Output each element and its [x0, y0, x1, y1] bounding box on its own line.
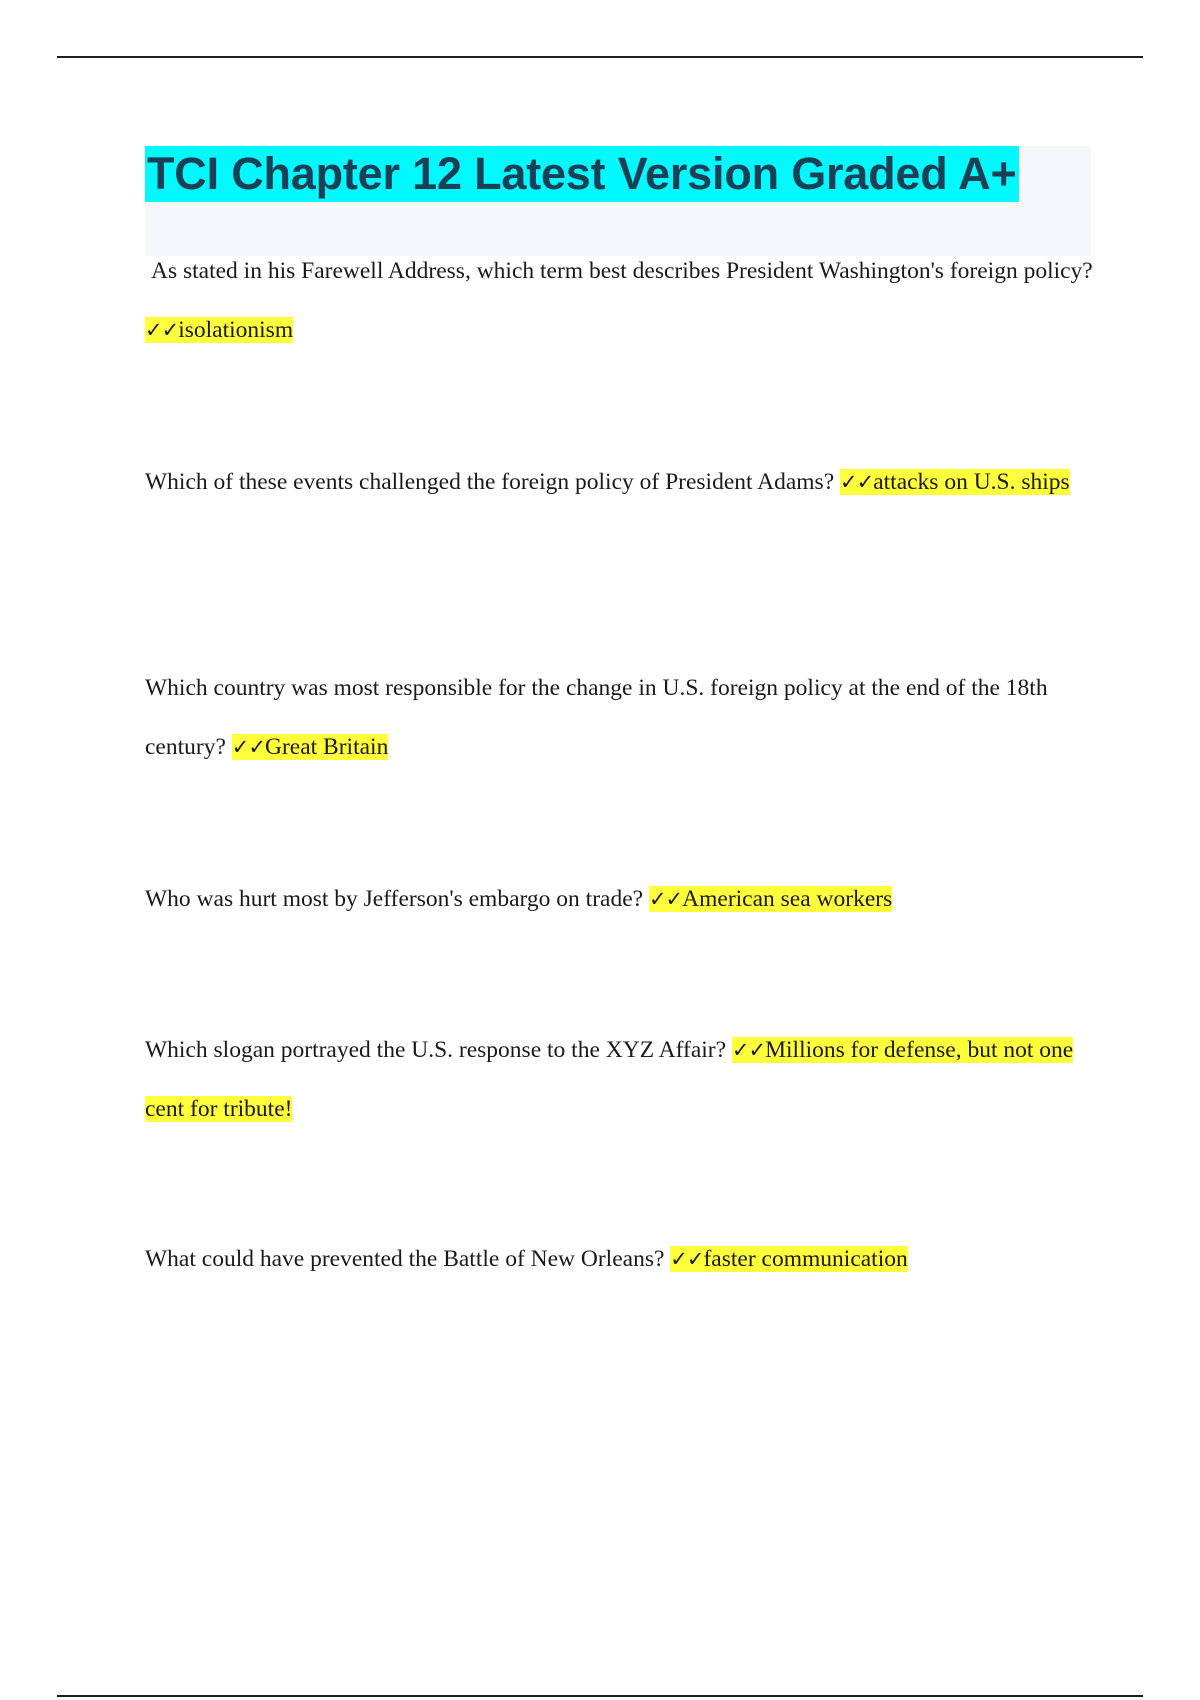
question-text: Which country was most responsible for the change in U.S. foreign policy at the end of the 18th century?	[145, 675, 1048, 760]
answer-text: American sea workers	[682, 886, 893, 912]
page-bottom-rule	[57, 1695, 1143, 1697]
qa-item-2	[145, 453, 1095, 512]
document-title: TCI Chapter 12 Latest Version Graded A+	[145, 146, 1019, 202]
answer-highlight	[670, 1246, 907, 1272]
double-check-icon: ✓✓	[731, 1038, 766, 1062]
page-top-rule	[57, 56, 1143, 58]
qa-item-3	[145, 659, 1095, 777]
answer-highlight	[840, 469, 1070, 495]
qa-item-4	[145, 870, 1095, 929]
question-text: As stated in his Farewell Address, which term best describes President Washington's foreign policy?	[151, 258, 1093, 284]
question-text: Who was hurt most by Jefferson's embargo on trade?	[145, 886, 644, 912]
answer-text: faster communication	[703, 1246, 908, 1272]
answer-text: Great Britain	[264, 734, 389, 760]
answer-highlight	[145, 317, 293, 343]
answer-text: isolationism	[178, 317, 294, 343]
qa-item-6	[145, 1230, 1095, 1289]
qa-item-1	[145, 242, 1095, 360]
double-check-icon: ✓✓	[840, 470, 874, 494]
answer-text: Millions for defense, but not one cent for tribute!	[145, 1037, 1074, 1122]
question-text: Which of these events challenged the foreign policy of President Adams?	[145, 469, 835, 495]
question-text: Which slogan portrayed the U.S. response to the XYZ Affair?	[145, 1037, 727, 1063]
answer-highlight	[649, 886, 892, 912]
double-check-icon: ✓✓	[145, 318, 179, 342]
double-check-icon: ✓✓	[648, 887, 683, 911]
answer-highlight	[232, 734, 389, 760]
question-text: What could have prevented the Battle of New Orleans?	[145, 1246, 665, 1272]
double-check-icon: ✓✓	[670, 1247, 704, 1271]
answer-text: attacks on U.S. ships	[873, 469, 1070, 495]
qa-item-5	[145, 1021, 1095, 1139]
double-check-icon: ✓✓	[231, 735, 265, 759]
